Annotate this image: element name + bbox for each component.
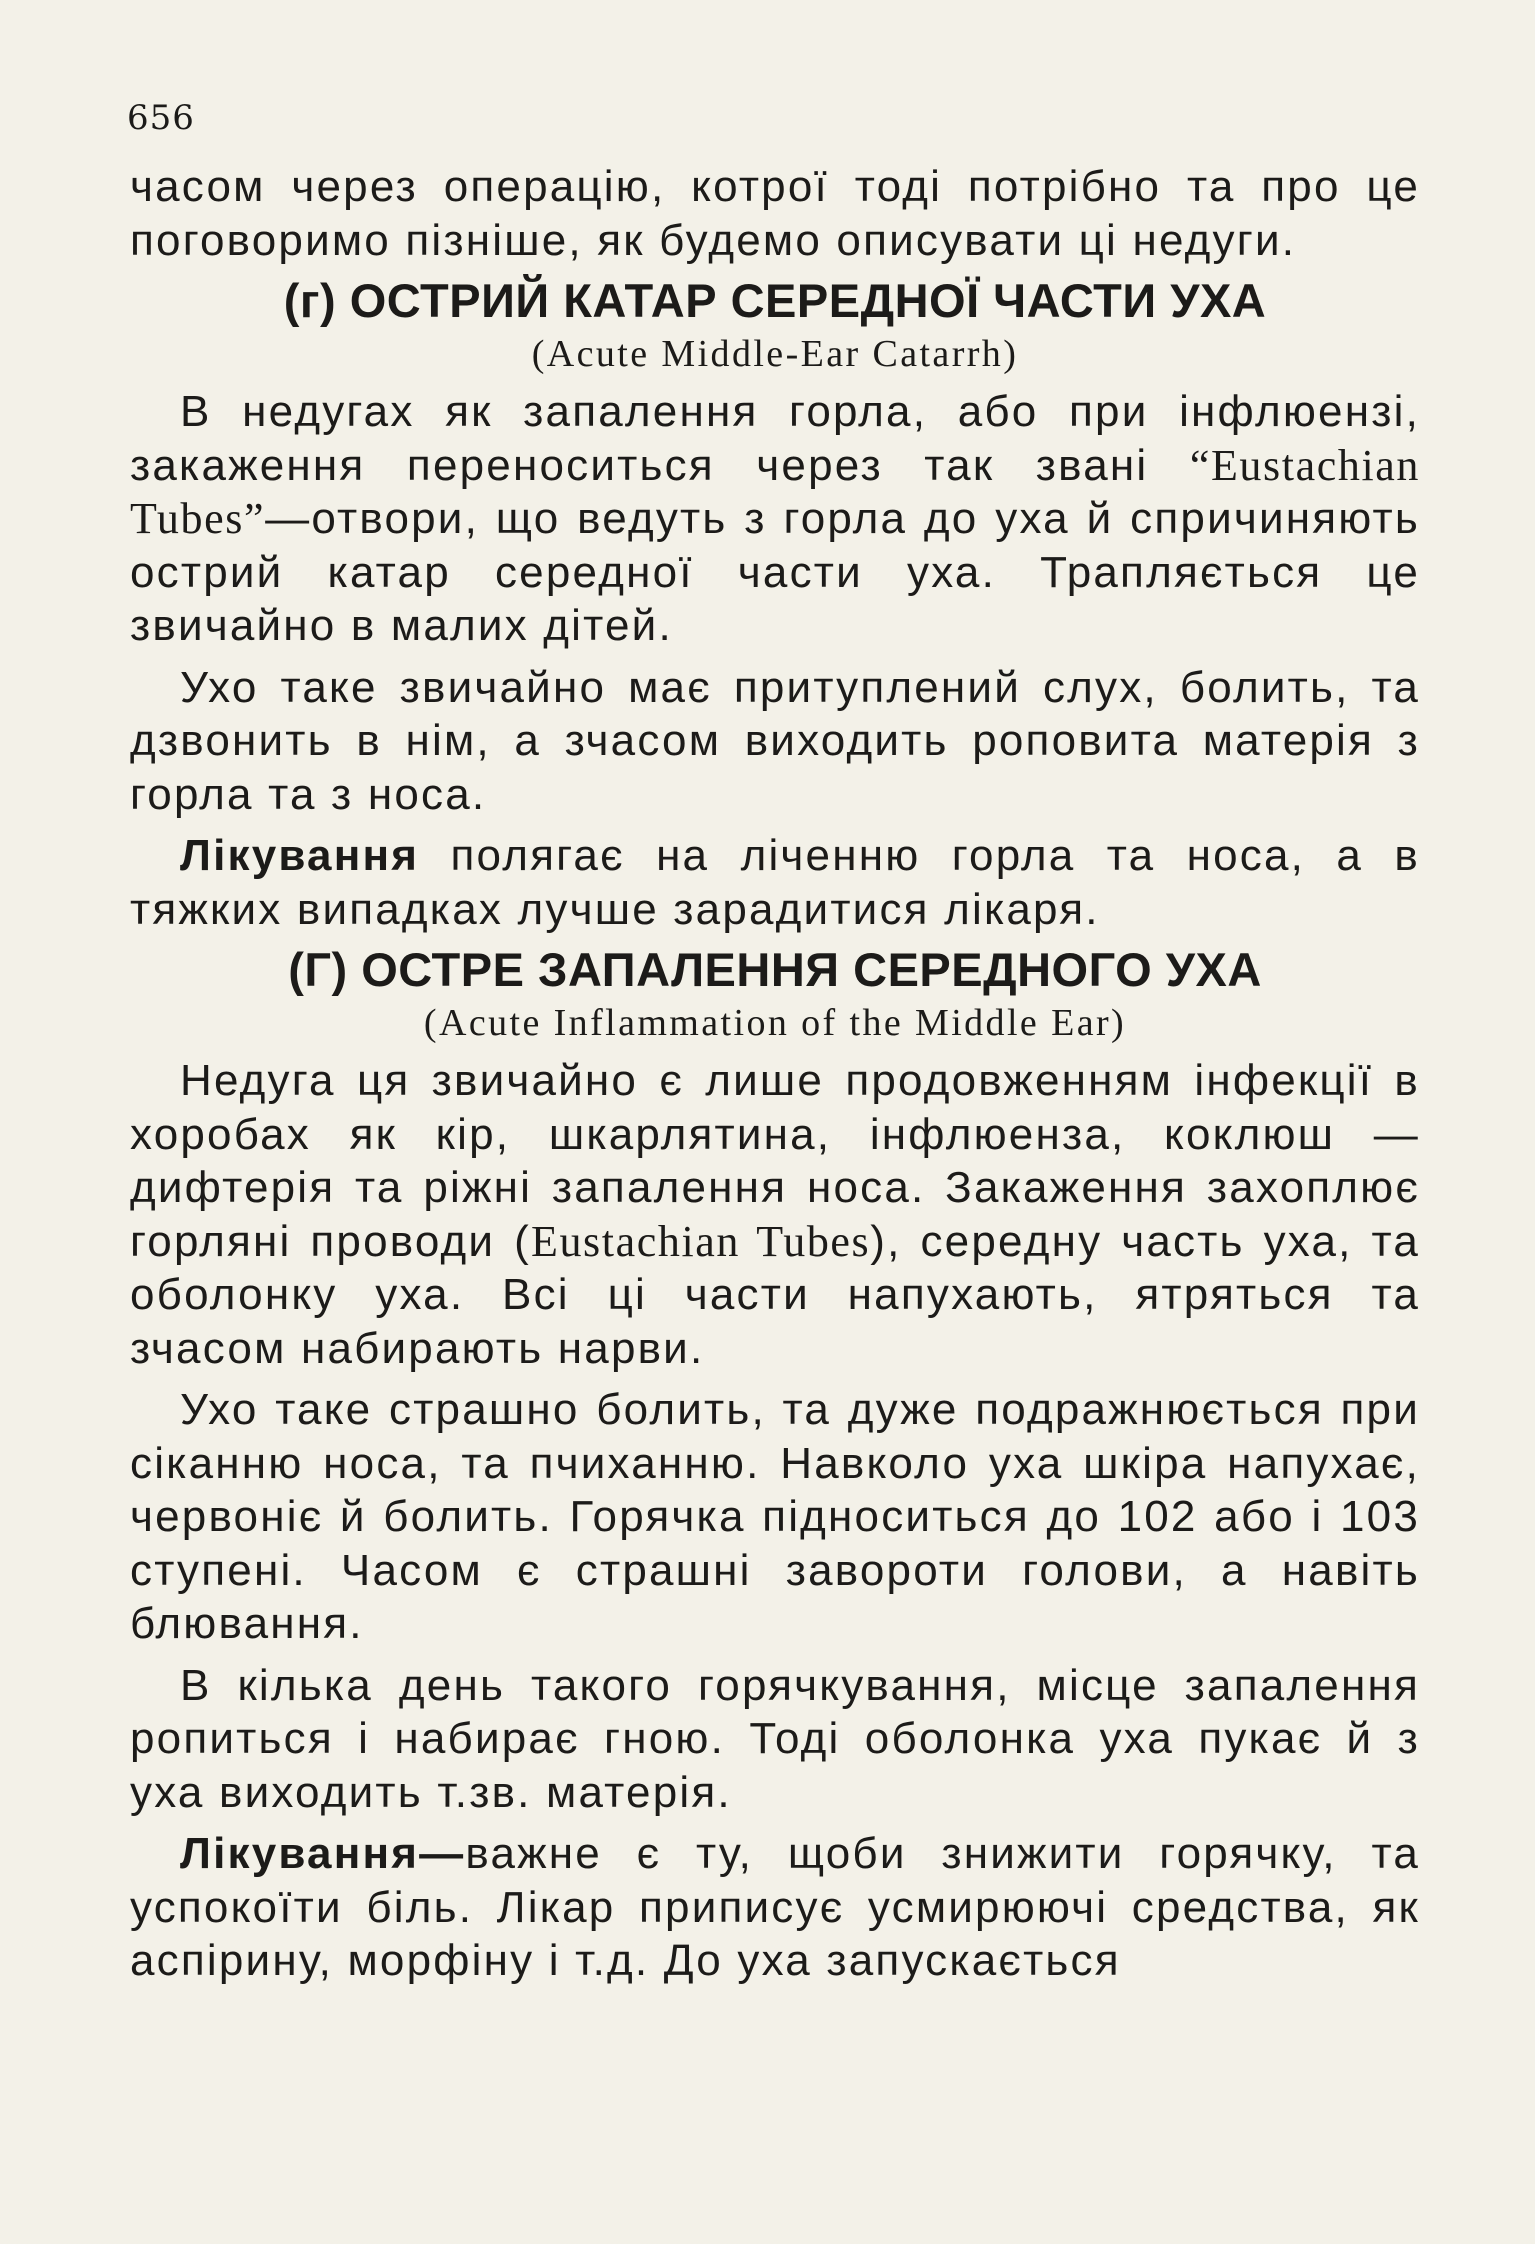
paragraph-text: полягає на ліченню горла та носа, а в тяжких випадках лучше зарадитися лікаря. — [130, 831, 1420, 934]
paragraph-inflammation-treatment — [130, 1827, 1420, 1988]
paragraph-inflammation-cause — [130, 1054, 1420, 1375]
section-heading-acute-inflammation: (Г) ОСТРЕ ЗАПАЛЕННЯ СЕРЕДНОГО УХА — [288, 943, 1262, 996]
paragraph-text: В недугах як запалення горла, або при інфлюензі, закаження переноситься через так звані — [130, 387, 1420, 490]
section-heading-acute-catarrh: (г) ОСТРИЙ КАТАР СЕРЕДНОЇ ЧАСТИ УХА — [283, 274, 1267, 327]
paragraph-inflammation-symptoms: Ухо таке страшно болить, та дуже подражнюється при сіканню носа, та пчиханню. Навколо уха шкіра напухає, червоніє й болить. Горячка підноситься до 102 або і 103 ступені. Часом є страшні завороти голови, а навіть блювання. — [130, 1385, 1420, 1648]
paragraph-text: —отвори, що ведуть з горла до уха й спричиняють острий катар середної части уха. Трапляється це звичайно в малих дітей. — [130, 494, 1420, 650]
paragraph-catarrh-cause — [130, 385, 1420, 653]
paragraph-inflammation-progress: В кілька день такого горячкування, місце запалення ропиться і набирає гною. Тоді оболонка уха пукає й з уха виходить т.зв. матерія. — [130, 1660, 1420, 1817]
latin-term: “Eustachian Tubes” — [130, 440, 1420, 543]
treatment-label: Лікування — [180, 831, 420, 880]
treatment-label: Лікування— — [180, 1829, 466, 1878]
paragraph-continuation: часом через операцію, котрої тоді потрібно та про це поговоримо пізніше, як будемо описувати ці недуги. — [130, 162, 1420, 265]
paragraph-text: важне є ту, щоби знижити горячку, та успокоїти біль. Лікар приписує усмирюючі средства, як аспірину, морфіну і т.д. До уха запускається — [130, 1829, 1420, 1985]
paragraph-text: ), середну часть уха, та оболонку уха. Всі ці части напухають, ятряться та зчасом набирають нарви. — [130, 1216, 1421, 1373]
paragraph-text: Недуга ця звичайно є лише продовженням інфекції в хоробах як кір, шкарлятина, інфлюенза, коклюш —дифтерія та ріжні запалення носа. Закаження захоплює горляні проводи ( — [130, 1056, 1420, 1266]
paragraph-catarrh-treatment — [130, 829, 1420, 936]
page-number: 656 — [127, 98, 195, 138]
section-subheading-acute-inflammation: (Acute Inflammation of the Middle Ear) — [423, 1002, 1127, 1044]
section-subheading-acute-catarrh: (Acute Middle-Ear Catarrh) — [531, 333, 1019, 375]
latin-term: Eustachian Tubes — [530, 1216, 871, 1266]
text-column — [130, 160, 1420, 1988]
paragraph-catarrh-symptoms: Ухо таке звичайно має притуплений слух, болить, та дзвонить в нім, а зчасом виходить роповита матерія з горла та з носа. — [130, 662, 1420, 819]
